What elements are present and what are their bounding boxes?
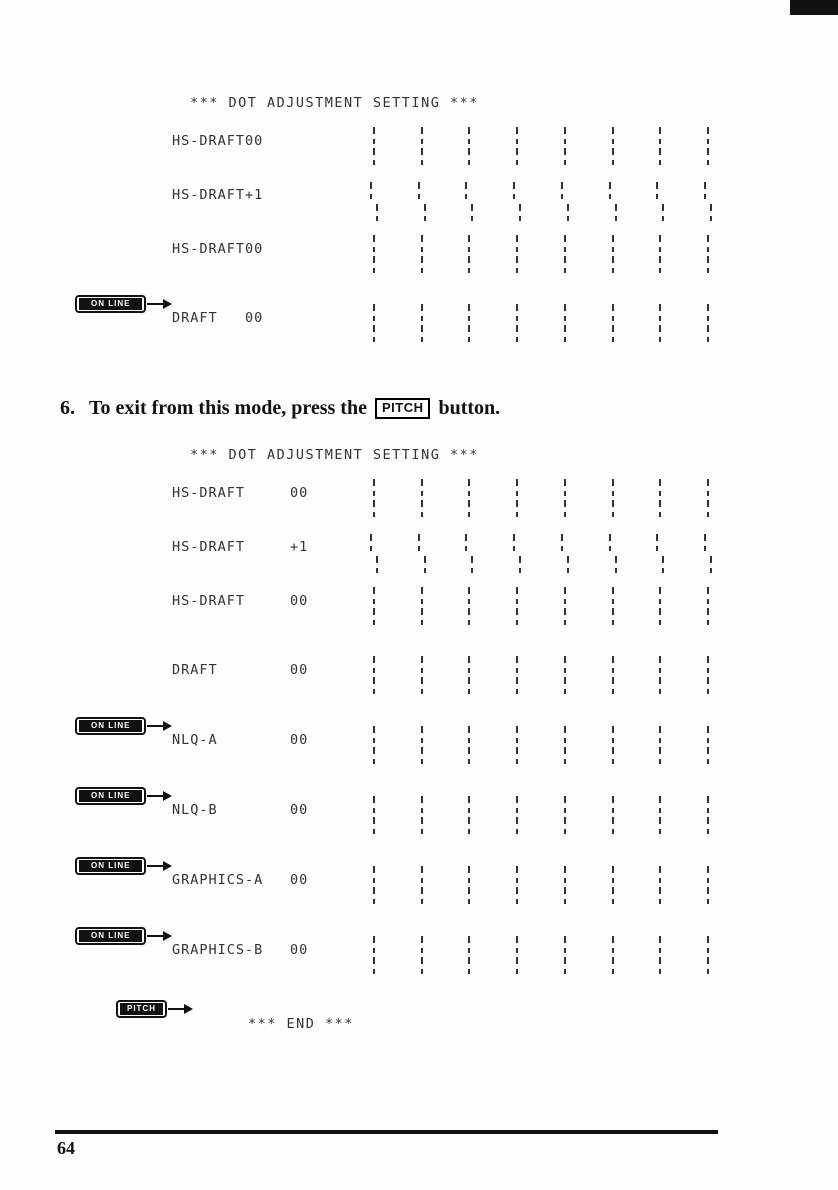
bar-column [561,181,569,221]
bar-column [418,726,426,766]
bar-column [465,533,473,573]
bar-column [465,936,473,976]
bar-column [609,587,617,627]
bar-column [609,796,617,836]
arrow-right-icon [147,720,173,732]
bar-column [513,796,521,836]
bar-column [704,304,712,344]
bar-column [609,127,617,167]
bar-column [656,866,664,906]
bar-column [370,304,378,344]
bar-column [704,235,712,275]
bar-column [561,726,569,766]
bar-column [609,656,617,696]
bar-column [704,936,712,976]
adjustment-row [172,656,772,726]
alignment-bars [370,866,712,906]
bar-column [418,127,426,167]
bar-column [370,127,378,167]
bar-column [370,656,378,696]
adjustment-value: 00 [290,872,309,888]
pitch-button [116,1000,167,1018]
bar-column [704,656,712,696]
adjustment-row [91,721,772,796]
bar-column [513,235,521,275]
footer-rule [55,1130,718,1134]
bar-column [465,235,473,275]
adjustment-row [172,127,772,181]
adjustment-value: +1 [290,539,309,555]
pitch-key-label: PITCH [375,398,431,419]
print-mode-label: HS-DRAFT [172,485,246,501]
online-button-callout [75,295,173,313]
alignment-bars [370,796,712,836]
bar-column [704,533,712,573]
online-button [75,787,146,805]
bar-column [513,533,521,573]
arrow-right-icon [168,1003,194,1015]
printout-first [91,95,772,358]
print-mode-label: GRAPHICS-A [172,872,264,888]
online-button [75,295,146,313]
step-text-after: button. [438,397,501,419]
bar-column [609,181,617,221]
adjustment-value: 00 [290,942,309,958]
online-button-label: ON LINE [79,720,142,732]
bar-column [609,866,617,906]
bar-column [465,479,473,519]
bar-column [418,796,426,836]
end-row [127,1004,772,1046]
pitch-button-label: PITCH [120,1003,163,1015]
bar-column [465,127,473,167]
bar-column [704,726,712,766]
adjustment-value: 00 [245,310,264,326]
bar-column [656,235,664,275]
online-button-label: ON LINE [79,790,142,802]
alignment-bars [370,181,712,221]
bar-column [370,479,378,519]
bar-column [561,479,569,519]
bar-column [513,656,521,696]
end-text: *** END *** [248,1016,354,1032]
bar-column [418,587,426,627]
page-number: 64 [57,1138,75,1158]
bar-column [418,181,426,221]
bar-column [609,726,617,766]
bar-column [704,866,712,906]
instruction-step [60,397,500,420]
bar-column [465,304,473,344]
bar-column [656,304,664,344]
bar-column [370,866,378,906]
bar-column [465,866,473,906]
pitch-button-callout [116,1000,194,1018]
arrow-right-icon [147,860,173,872]
bar-column [418,235,426,275]
adjustment-row [172,479,772,533]
bar-column [656,533,664,573]
bar-column [561,127,569,167]
arrow-right-icon [147,790,173,802]
alignment-bars [370,304,712,344]
print-mode-label: HS-DRAFT [172,187,246,203]
online-button-label: ON LINE [79,298,142,310]
bar-column [418,304,426,344]
bar-column [656,936,664,976]
bar-column [704,127,712,167]
alignment-bars [370,127,712,167]
online-button-callout [75,857,173,875]
alignment-bars [370,726,712,766]
alignment-bars [370,936,712,976]
bar-column [513,587,521,627]
bar-column [561,936,569,976]
alignment-bars [370,533,712,573]
adjustment-row [172,533,772,587]
online-button-callout [75,787,173,805]
bar-column [465,656,473,696]
step-number: 6. [60,397,75,419]
adjustment-value: 00 [290,802,309,818]
bar-column [418,866,426,906]
adjustment-value: 00 [245,133,264,149]
bar-column [704,587,712,627]
alignment-bars [370,479,712,519]
bar-column [513,181,521,221]
bar-column [704,479,712,519]
bar-column [656,587,664,627]
bar-column [704,181,712,221]
bar-column [656,656,664,696]
step-text [89,397,500,420]
bar-column [561,533,569,573]
bar-column [513,479,521,519]
page-corner-mark [790,0,838,15]
adjustment-value: +1 [245,187,264,203]
bar-column [609,235,617,275]
online-button [75,717,146,735]
bar-column [561,304,569,344]
bar-column [418,533,426,573]
adjustment-value: 00 [290,593,309,609]
adjustment-row [91,299,772,358]
print-mode-label: HS-DRAFT [172,133,246,149]
print-mode-label: GRAPHICS-B [172,942,264,958]
bar-column [370,587,378,627]
print-mode-label: HS-DRAFT [172,539,246,555]
adjustment-row [91,861,772,936]
bar-column [465,726,473,766]
printout-title: *** DOT ADJUSTMENT SETTING *** [190,447,479,463]
bar-column [609,304,617,344]
bar-column [370,181,378,221]
adjustment-row [91,791,772,866]
adjustment-row [172,587,772,641]
bar-column [609,936,617,976]
print-mode-label: DRAFT [172,310,218,326]
bar-column [418,656,426,696]
bar-column [561,796,569,836]
bar-column [465,796,473,836]
bar-column [656,181,664,221]
alignment-bars [370,235,712,275]
bar-column [370,936,378,976]
bar-column [561,656,569,696]
bar-column [609,533,617,573]
print-mode-label: HS-DRAFT [172,593,246,609]
bar-column [561,866,569,906]
printout-second [91,447,772,1046]
adjustment-value: 00 [290,662,309,678]
online-button [75,857,146,875]
adjustment-value: 00 [290,732,309,748]
bar-column [370,533,378,573]
bar-column [656,796,664,836]
bar-column [609,479,617,519]
print-mode-label: NLQ-B [172,802,218,818]
adjustment-row [91,931,772,1006]
adjustment-row [172,181,772,235]
bar-column [418,936,426,976]
bar-column [656,726,664,766]
online-button-label: ON LINE [79,930,142,942]
bar-column [656,127,664,167]
alignment-bars [370,656,712,696]
bar-column [465,587,473,627]
bar-column [370,796,378,836]
bar-column [656,479,664,519]
online-button-callout [75,717,173,735]
arrow-right-icon [147,930,173,942]
print-mode-label: NLQ-A [172,732,218,748]
bar-column [370,235,378,275]
alignment-bars [370,587,712,627]
bar-column [465,181,473,221]
bar-column [513,936,521,976]
bar-column [418,479,426,519]
bar-column [513,304,521,344]
bar-column [513,127,521,167]
bar-column [704,796,712,836]
online-button [75,927,146,945]
step-text-before: To exit from this mode, press the [89,397,367,419]
bar-column [370,726,378,766]
bar-column [561,587,569,627]
print-mode-label: DRAFT [172,662,218,678]
adjustment-value: 00 [245,241,264,257]
arrow-right-icon [147,298,173,310]
bar-column [513,726,521,766]
print-mode-label: HS-DRAFT [172,241,246,257]
adjustment-value: 00 [290,485,309,501]
printout-title: *** DOT ADJUSTMENT SETTING *** [190,95,479,111]
bar-column [561,235,569,275]
bar-column [513,866,521,906]
adjustment-row [172,235,772,289]
online-button-label: ON LINE [79,860,142,872]
online-button-callout [75,927,173,945]
